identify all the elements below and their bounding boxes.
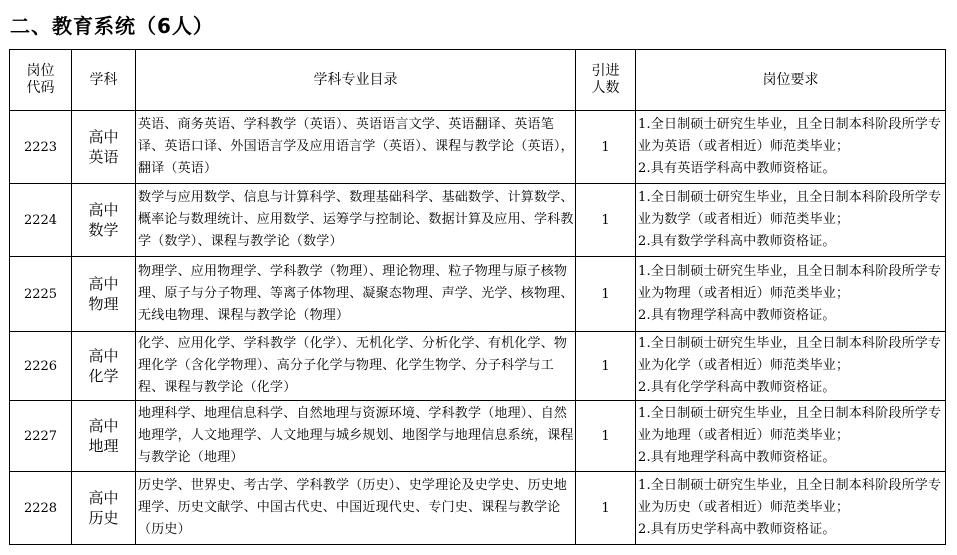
- cell-majors: 数学与应用数学、信息与计算科学、数理基础科学、基础数学、计算数学、概率论与数理统计、应用数学、运筹学与控制论、数据计算及应用、学科教学（数学）、课程与教学论（数学）: [136, 184, 576, 257]
- requirement-2: 2.具有化学学科高中教师资格证。: [638, 380, 836, 395]
- requirement-2: 2.具有英语学科高中教师资格证。: [638, 161, 836, 176]
- header-count: 引进人数: [576, 50, 636, 111]
- requirement-1: 1.全日制硕士研究生毕业，且全日制本科阶段所学专业为英语（或者相近）师范类毕业；: [638, 117, 942, 154]
- cell-requirements: [636, 257, 946, 332]
- cell-count: 1: [576, 184, 636, 257]
- requirement-2: 2.具有历史学科高中教师资格证。: [638, 522, 836, 537]
- cell-count: 1: [576, 401, 636, 472]
- requirement-1: 1.全日制硕士研究生毕业，且全日制本科阶段所学专业为数学（或者相近）师范类毕业；: [638, 190, 942, 227]
- requirement-2: 2.具有数学学科高中教师资格证。: [638, 234, 836, 249]
- cell-count: 1: [576, 257, 636, 332]
- cell-code: 2226: [10, 332, 72, 401]
- requirement-1: 1.全日制硕士研究生毕业，且全日制本科阶段所学专业为化学（或者相近）师范类毕业；: [638, 336, 942, 373]
- requirement-2: 2.具有地理学科高中教师资格证。: [638, 450, 836, 465]
- table-row: [10, 184, 946, 257]
- recruitment-table: [9, 49, 946, 545]
- requirement-2: 2.具有物理学科高中教师资格证。: [638, 308, 836, 323]
- cell-count: 1: [576, 332, 636, 401]
- cell-requirements: [636, 111, 946, 184]
- cell-requirements: [636, 472, 946, 545]
- cell-subject: 高中物理: [72, 257, 136, 332]
- header-subject: 学科: [72, 50, 136, 111]
- requirement-1: 1.全日制硕士研究生毕业，且全日制本科阶段所学专业为地理（或者相近）师范类毕业；: [638, 406, 942, 443]
- header-majors: 学科专业目录: [136, 50, 576, 111]
- cell-requirements: [636, 184, 946, 257]
- cell-code: 2224: [10, 184, 72, 257]
- cell-code: 2225: [10, 257, 72, 332]
- cell-majors: 英语、商务英语、学科教学（英语）、英语语言文学、英语翻译、英语笔译、英语口译、外国语言学及应用语言学（英语）、课程与教学论（英语），翻译（英语）: [136, 111, 576, 184]
- table-row: [10, 257, 946, 332]
- cell-code: 2228: [10, 472, 72, 545]
- cell-requirements: [636, 401, 946, 472]
- table-row: [10, 332, 946, 401]
- section-title: 二、教育系统（6人）: [10, 14, 214, 38]
- table-header-row: [10, 50, 946, 111]
- cell-count: 1: [576, 472, 636, 545]
- table-row: [10, 401, 946, 472]
- cell-subject: 高中英语: [72, 111, 136, 184]
- cell-majors: 化学、应用化学、学科教学（化学）、无机化学、分析化学、有机化学、物理化学（含化学物理）、高分子化学与物理、化学生物学、分子科学与工程、课程与教学论（化学）: [136, 332, 576, 401]
- cell-requirements: [636, 332, 946, 401]
- table-row: [10, 472, 946, 545]
- cell-subject: 高中地理: [72, 401, 136, 472]
- cell-subject: 高中数学: [72, 184, 136, 257]
- cell-subject: 高中化学: [72, 332, 136, 401]
- cell-subject: 高中历史: [72, 472, 136, 545]
- cell-code: 2227: [10, 401, 72, 472]
- table-row: [10, 111, 946, 184]
- requirement-1: 1.全日制硕士研究生毕业，且全日制本科阶段所学专业为物理（或者相近）师范类毕业；: [638, 264, 942, 301]
- requirement-1: 1.全日制硕士研究生毕业，且全日制本科阶段所学专业为历史（或者相近）师范类毕业；: [638, 478, 942, 515]
- cell-majors: 物理学、应用物理学、学科教学（物理）、理论物理、粒子物理与原子核物理、原子与分子物理、等离子体物理、凝聚态物理、声学、光学、核物理、无线电物理、课程与教学论（物理）: [136, 257, 576, 332]
- header-code: 岗位代码: [10, 50, 72, 111]
- cell-majors: 历史学、世界史、考古学、学科教学（历史）、史学理论及史学史、历史地理学、历史文献学、中国古代史、中国近现代史、专门史、课程与教学论（历史）: [136, 472, 576, 545]
- cell-code: 2223: [10, 111, 72, 184]
- cell-count: 1: [576, 111, 636, 184]
- cell-majors: 地理科学、地理信息科学、自然地理与资源环境、学科教学（地理）、自然地理学，人文地理学、人文地理与城乡规划、地图学与地理信息系统，课程与教学论（地理）: [136, 401, 576, 472]
- header-requirements: 岗位要求: [636, 50, 946, 111]
